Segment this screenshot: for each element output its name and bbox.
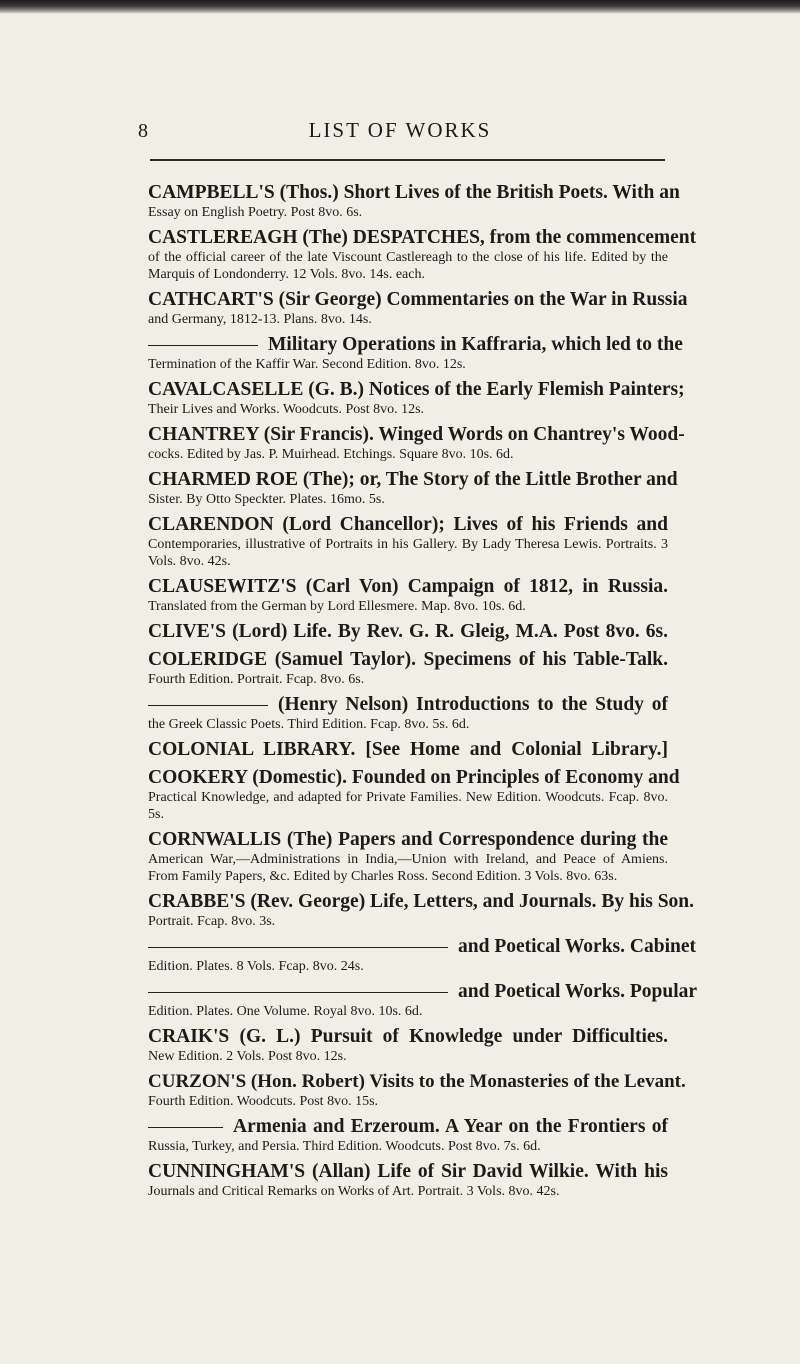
- entry-title: CRABBE'S (Rev. George) Life, Letters, and Journals. By his Son.: [148, 891, 695, 912]
- entry-detail: American War,—Administrations in India,—Union with Ireland, and Peace of Amiens. From Family Papers, &c. Edited by Charles Ross. Second Edition. 3 Vols. 8vo. 63s.: [148, 852, 668, 884]
- entry-detail: Russia, Turkey, and Persia. Third Edition. Woodcuts. Post 8vo. 7s. 6d.: [148, 1139, 541, 1154]
- entry-detail: Contemporaries, illustrative of Portraits in his Gallery. By Lady Theresa Lewis. Portraits. 3 Vols. 8vo. 42s.: [148, 537, 668, 569]
- entry-detail: Journals and Critical Remarks on Works of Art. Portrait. 3 Vols. 8vo. 42s.: [148, 1184, 560, 1199]
- entry-detail: Fourth Edition. Woodcuts. Post 8vo. 15s.: [148, 1094, 379, 1109]
- entry-title-row: [148, 935, 696, 958]
- entry-title: CUNNINGHAM'S (Allan) Life of Sir David Wilkie. With his: [148, 1161, 668, 1182]
- entry-title: CHANTREY (Sir Francis). Winged Words on Chantrey's Wood-: [148, 424, 685, 445]
- entry-detail: Edition. Plates. 8 Vols. Fcap. 8vo. 24s.: [148, 959, 364, 974]
- entry-title: CURZON'S (Hon. Robert) Visits to the Monasteries of the Levant.: [148, 1071, 686, 1092]
- list-item: [148, 935, 696, 975]
- works-list: [148, 181, 698, 1200]
- entry-title-row: [148, 693, 668, 716]
- entry-title: COLERIDGE (Samuel Taylor). Specimens of his Table-Talk.: [148, 649, 668, 670]
- list-item: [148, 1160, 668, 1200]
- entry-title: and Poetical Works. Popular: [458, 981, 698, 1002]
- entry-title: CLARENDON (Lord Chancellor); Lives of his Friends and: [148, 514, 668, 535]
- ditto-rule: [148, 705, 268, 706]
- entry-detail: Practical Knowledge, and adapted for Private Families. New Edition. Woodcuts. Fcap. 8vo. 5s.: [148, 790, 668, 822]
- page-top-edge: [0, 0, 800, 14]
- entry-detail: Translated from the German by Lord Ellesmere. Map. 8vo. 10s. 6d.: [148, 599, 526, 614]
- list-item: [148, 620, 668, 643]
- entry-title: CAVALCASELLE (G. B.) Notices of the Early Flemish Painters;: [148, 379, 685, 400]
- list-item: [148, 693, 668, 733]
- entry-title: Military Operations in Kaffraria, which led to the: [268, 334, 683, 355]
- entry-title: CLIVE'S (Lord) Life. By Rev. G. R. Gleig, M.A. Post 8vo. 6s.: [148, 621, 668, 642]
- entry-title: (Henry Nelson) Introductions to the Study of: [278, 694, 668, 715]
- entry-detail: New Edition. 2 Vols. Post 8vo. 12s.: [148, 1049, 347, 1064]
- list-item: [148, 828, 668, 885]
- page-header: [0, 118, 800, 148]
- ditto-rule: [148, 345, 258, 346]
- entry-detail: Essay on English Poetry. Post 8vo. 6s.: [148, 205, 363, 220]
- ditto-rule: [148, 1127, 223, 1128]
- page-number: 8: [138, 120, 149, 142]
- entry-detail: of the official career of the late Viscount Castlereagh to the close of his life. Edited by the Marquis of Londonderry. 12 Vols. 8vo. 14s. each.: [148, 250, 668, 282]
- list-item: [148, 648, 668, 688]
- list-item: [148, 513, 668, 570]
- entry-detail: Their Lives and Works. Woodcuts. Post 8vo. 12s.: [148, 402, 425, 417]
- list-item: [148, 1025, 668, 1065]
- list-item: [148, 468, 678, 508]
- entry-detail: Portrait. Fcap. 8vo. 3s.: [148, 914, 276, 929]
- list-item: [148, 288, 688, 328]
- entry-detail: the Greek Classic Poets. Third Edition. Fcap. 8vo. 5s. 6d.: [148, 717, 470, 732]
- entry-title: and Poetical Works. Cabinet: [458, 936, 696, 957]
- entry-title: CORNWALLIS (The) Papers and Correspondence during the: [148, 829, 668, 850]
- list-item: [148, 890, 695, 930]
- entry-title-row: [148, 333, 683, 356]
- list-item: [148, 181, 680, 221]
- entry-title: CHARMED ROE (The); or, The Story of the Little Brother and: [148, 469, 678, 490]
- entry-detail: Sister. By Otto Speckter. Plates. 16mo. 5s.: [148, 492, 385, 507]
- entry-detail: Fourth Edition. Portrait. Fcap. 8vo. 6s.: [148, 672, 365, 687]
- entry-title: CAMPBELL'S (Thos.) Short Lives of the British Poets. With an: [148, 182, 680, 203]
- entry-title: COLONIAL LIBRARY. [See Home and Colonial Library.]: [148, 739, 668, 760]
- entry-title: COOKERY (Domestic). Founded on Principles of Economy and: [148, 767, 680, 788]
- entry-title: Armenia and Erzeroum. A Year on the Frontiers of: [233, 1116, 668, 1137]
- running-head: LIST OF WORKS: [308, 118, 492, 142]
- list-item: [148, 1070, 686, 1110]
- list-item: [148, 1115, 668, 1155]
- entry-detail: and Germany, 1812-13. Plans. 8vo. 14s.: [148, 312, 372, 327]
- header-rule: [150, 159, 665, 161]
- entry-detail: cocks. Edited by Jas. P. Muirhead. Etchings. Square 8vo. 10s. 6d.: [148, 447, 514, 462]
- list-item: [148, 738, 668, 761]
- entry-title: CATHCART'S (Sir George) Commentaries on the War in Russia: [148, 289, 688, 310]
- entry-detail: Edition. Plates. One Volume. Royal 8vo. 10s. 6d.: [148, 1004, 423, 1019]
- entry-title-row: [148, 980, 698, 1003]
- list-item: [148, 226, 697, 283]
- entry-title: CASTLEREAGH (The) DESPATCHES, from the commencement: [148, 227, 697, 248]
- list-item: [148, 766, 680, 823]
- list-item: [148, 575, 668, 615]
- list-item: [148, 980, 698, 1020]
- entry-title: CRAIK'S (G. L.) Pursuit of Knowledge under Difficulties.: [148, 1026, 668, 1047]
- ditto-rule: [148, 992, 448, 993]
- list-item: [148, 333, 683, 373]
- entry-title: CLAUSEWITZ'S (Carl Von) Campaign of 1812, in Russia.: [148, 576, 668, 597]
- list-item: [148, 378, 685, 418]
- ditto-rule: [148, 947, 448, 948]
- entry-title-row: [148, 1115, 668, 1138]
- list-item: [148, 423, 685, 463]
- entry-detail: Termination of the Kaffir War. Second Edition. 8vo. 12s.: [148, 357, 466, 372]
